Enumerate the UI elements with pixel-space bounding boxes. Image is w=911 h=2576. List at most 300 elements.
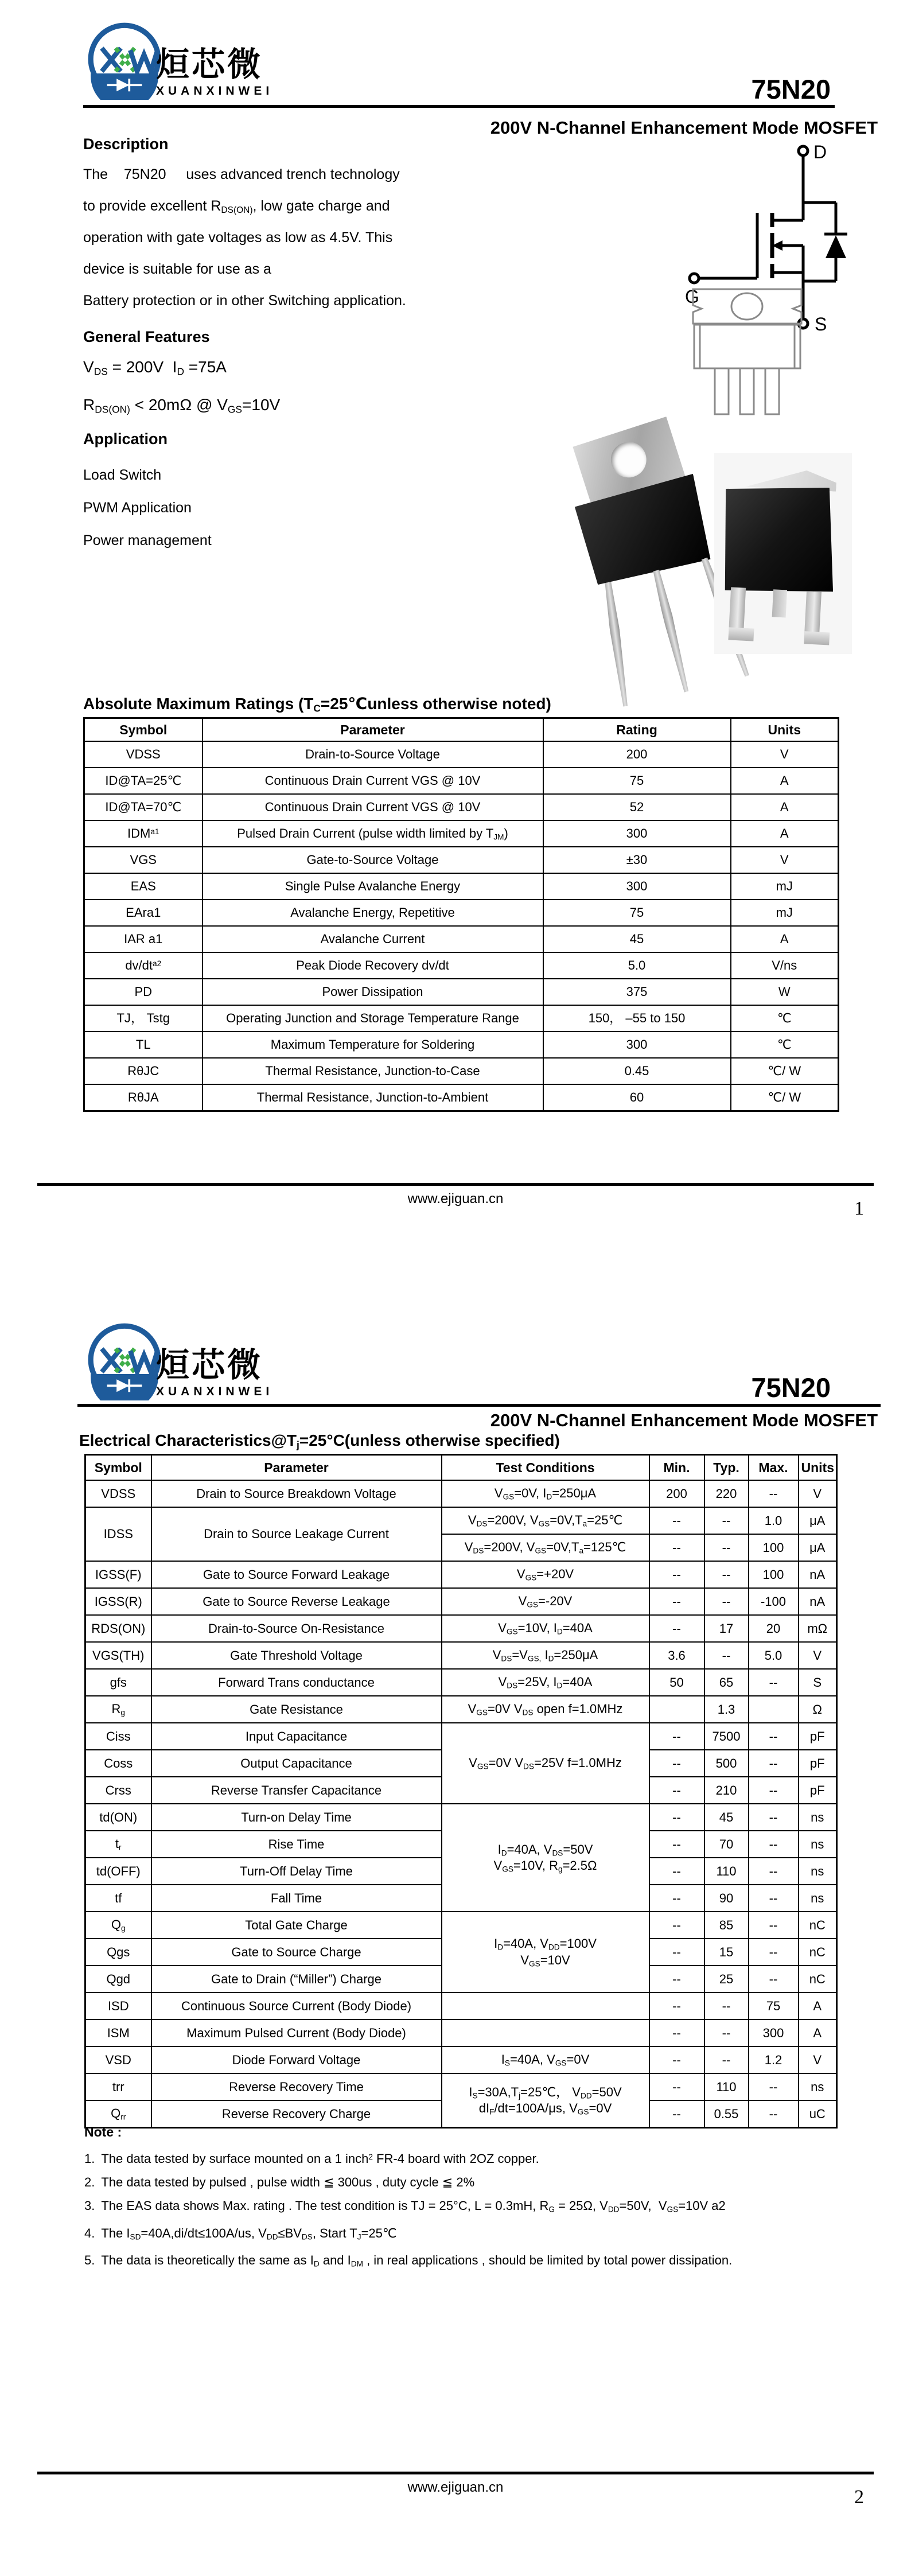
cell-units: uC (799, 2100, 837, 2128)
gate-label: G (685, 286, 699, 307)
cell-rating: 300 (543, 820, 731, 847)
cell-min: -- (649, 1912, 704, 1939)
cell-param: Gate to Drain (“Miller”) Charge (151, 1966, 442, 1993)
logo-mark-icon (85, 1321, 164, 1400)
elec-char-table (84, 1454, 838, 2128)
cell-sym: TJ， Tstg (84, 1005, 203, 1032)
cell-param: Drain to Source Leakage Current (151, 1507, 442, 1561)
cell-min: -- (649, 2100, 704, 2128)
cell-max: 1.0 (749, 1507, 799, 1534)
cell-cond: $V_{GS}=0V$, $I_D=250\mu A$ (442, 1480, 649, 1507)
cell-units: pF (799, 1777, 837, 1804)
application-item: Power management (83, 532, 212, 548)
cell-param: Reverse Recovery Time (151, 2073, 442, 2100)
cell-param: Gate Threshold Voltage (151, 1642, 442, 1669)
table-row (84, 1005, 839, 1032)
column-header: Parameter (203, 718, 543, 742)
part-number: 75N20 (751, 74, 831, 104)
cell-sym: IDSS (85, 1507, 151, 1561)
column-header: Min. (649, 1455, 704, 1481)
description-line: device is suitable for use as a (83, 261, 271, 277)
cell-units: nC (799, 1939, 837, 1966)
cell-max: 100 (749, 1561, 799, 1588)
cell-typ: -- (704, 1507, 749, 1534)
cell-rating: 52 (543, 794, 731, 820)
cell-sym: EAS (84, 873, 203, 900)
cell-param: Maximum Pulsed Current (Body Diode) (151, 2019, 442, 2046)
cell-units: mJ (731, 873, 839, 900)
cell-typ: 45 (704, 1804, 749, 1831)
cell-sym: td(ON) (85, 1804, 151, 1831)
table-row (85, 1804, 837, 1831)
cell-min: -- (649, 1885, 704, 1912)
cell-cond (442, 2019, 649, 2046)
cell-param: Gate to Source Forward Leakage (151, 1561, 442, 1588)
feature-line: $V_{DS} = 200V$ $I_D =75A$ (83, 358, 227, 378)
cell-param: Rise Time (151, 1831, 442, 1858)
cell-units: V (731, 741, 839, 768)
cell-rating: 300 (543, 873, 731, 900)
table-row (84, 847, 839, 873)
cell-min: -- (649, 2046, 704, 2073)
brand-chinese-name: 烜芯微 (156, 46, 263, 83)
description-text (83, 166, 406, 324)
cell-param: Forward Trans conductance (151, 1669, 442, 1696)
cell-param: Continuous Drain Current VGS @ 10V (203, 768, 543, 794)
cell-units: μA (799, 1507, 837, 1534)
cell-typ: 210 (704, 1777, 749, 1804)
general-features-heading: General Features (83, 328, 210, 345)
description-line: operation with gate voltages as low as 4.5V. This (83, 229, 393, 246)
cell-min: 200 (649, 1480, 704, 1507)
cell-typ: -- (704, 2019, 749, 2046)
cell-cond: $I_S=30A,T_j=25℃$， $V_{DD}=50V$ $dI_F/dt=100A/\mu s$, $V_{GS}=0V$ (442, 2073, 649, 2128)
part-number: 75N20 (751, 1372, 831, 1403)
cell-sym: $R_g$ (85, 1696, 151, 1723)
cell-units: A (799, 2019, 837, 2046)
table-row (84, 820, 839, 847)
cell-sym: EAra1 (84, 900, 203, 926)
table-row (84, 873, 839, 900)
cell-cond: $I_D=40A$, $V_{DD}=100V$ $V_{GS}=10V$ (442, 1912, 649, 1993)
cell-cond: $I_S=40A$, $V_{GS}=0V$ (442, 2046, 649, 2073)
cell-sym: ID@TA=25℃ (84, 768, 203, 794)
cell-param: Diode Forward Voltage (151, 2046, 442, 2073)
cell-units: A (799, 1993, 837, 2019)
cell-units: V/ns (731, 952, 839, 979)
cell-param: Peak Diode Recovery dv/dt (203, 952, 543, 979)
cell-sym: PD (84, 979, 203, 1005)
cell-cond: $V_{DS}=25V$, $I_D=40A$ (442, 1669, 649, 1696)
notes-heading: Note : (84, 2124, 122, 2139)
cell-min: -- (649, 1939, 704, 1966)
cell-param: Gate Resistance (151, 1696, 442, 1723)
column-header: Units (731, 718, 839, 742)
description-line: The 75N20 uses advanced trench technology (83, 166, 400, 182)
cell-typ: -- (704, 1534, 749, 1561)
logo-mark-icon (85, 21, 164, 100)
cell-units: ℃/ W (731, 1058, 839, 1084)
application-list (83, 467, 212, 565)
table-row (85, 1993, 837, 2019)
abs-max-table (83, 717, 839, 1112)
cell-units: ns (799, 1831, 837, 1858)
description-line: Battery protection or in other Switching application. (83, 293, 406, 309)
to220-mounting-hole (607, 438, 650, 481)
cell-min: 50 (649, 1669, 704, 1696)
cell-units: ℃/ W (731, 1084, 839, 1111)
cell-sym: IGSS(F) (85, 1561, 151, 1588)
note-item: 5. The data is theoretically the same as $I_D$ and $I_{DM}$ , in real applications , should be limited by total power dissipation. (84, 2252, 733, 2268)
cell-units: nA (799, 1561, 837, 1588)
cell-param: Drain-to-Source Voltage (203, 741, 543, 768)
cell-units: ns (799, 1885, 837, 1912)
cell-param: Gate-to-Source Voltage (203, 847, 543, 873)
cell-sym: gfs (85, 1669, 151, 1696)
company-logo (85, 1321, 164, 1403)
cell-max: -- (749, 1858, 799, 1885)
cell-units: V (799, 1642, 837, 1669)
cell-param: Operating Junction and Storage Temperature Range (203, 1005, 543, 1032)
cell-units: A (731, 926, 839, 952)
cell-typ: 90 (704, 1885, 749, 1912)
cell-units: nC (799, 1966, 837, 1993)
cell-rating: 75 (543, 768, 731, 794)
cell-typ: 220 (704, 1480, 749, 1507)
cell-max: -- (749, 1669, 799, 1696)
cell-min: -- (649, 1750, 704, 1777)
cell-units: ℃ (731, 1032, 839, 1058)
footer-rule (37, 2472, 874, 2474)
table-row (84, 1058, 839, 1084)
cell-max: -- (749, 1966, 799, 1993)
cell-max: 300 (749, 2019, 799, 2046)
cell-sym: VGS(TH) (85, 1642, 151, 1669)
cell-typ: 500 (704, 1750, 749, 1777)
header-row (85, 1455, 837, 1481)
column-header: Symbol (85, 1455, 151, 1481)
cell-sym: RDS(ON) (85, 1615, 151, 1642)
cell-sym: ISM (85, 2019, 151, 2046)
cell-min: -- (649, 1723, 704, 1750)
cell-cond (442, 1993, 649, 2019)
cell-param: Avalanche Current (203, 926, 543, 952)
cell-sym: trr (85, 2073, 151, 2100)
brand-latin-name: XUANXINWEI (156, 1385, 274, 1398)
cell-max: 1.2 (749, 2046, 799, 2073)
cell-typ: 17 (704, 1615, 749, 1642)
cell-param: Turn-Off Delay Time (151, 1858, 442, 1885)
cell-min: -- (649, 1588, 704, 1615)
column-header: Max. (749, 1455, 799, 1481)
cell-units: nA (799, 1588, 837, 1615)
table-row (84, 794, 839, 820)
application-heading: Application (83, 430, 168, 448)
cell-max: -- (749, 1750, 799, 1777)
cell-units: V (731, 847, 839, 873)
cell-typ: 7500 (704, 1723, 749, 1750)
cell-param: Thermal Resistance, Junction-to-Case (203, 1058, 543, 1084)
source-label: S (815, 314, 827, 334)
cell-typ: -- (704, 1588, 749, 1615)
footer-url[interactable]: www.ejiguan.cn (407, 1191, 504, 1207)
cell-units: μA (799, 1534, 837, 1561)
table-row (84, 926, 839, 952)
cell-rating: ±30 (543, 847, 731, 873)
cell-max: 20 (749, 1615, 799, 1642)
column-header: Symbol (84, 718, 203, 742)
elec-char-heading: Electrical $Characteristics@T_j=25^\circ C(unless$ otherwise specified) (79, 1431, 560, 1451)
table-row (84, 1032, 839, 1058)
company-logo (85, 21, 164, 103)
cell-param: Continuous Drain Current VGS @ 10V (203, 794, 543, 820)
cell-units: pF (799, 1723, 837, 1750)
cell-min: -- (649, 1561, 704, 1588)
table-row (85, 2046, 837, 2073)
cell-param: Reverse Recovery Charge (151, 2100, 442, 2128)
cell-rating: 375 (543, 979, 731, 1005)
cell-rating: 200 (543, 741, 731, 768)
cell-typ: 25 (704, 1966, 749, 1993)
table-row (85, 1912, 837, 1939)
cell-rating: 0.45 (543, 1058, 731, 1084)
cell-param: Drain to Source Breakdown Voltage (151, 1480, 442, 1507)
cell-max: 100 (749, 1534, 799, 1561)
cell-sym: ID@TA=70℃ (84, 794, 203, 820)
cell-units: W (731, 979, 839, 1005)
table-row (84, 952, 839, 979)
cell-rating: 75 (543, 900, 731, 926)
cell-min: -- (649, 1777, 704, 1804)
general-features-text (83, 358, 280, 434)
cell-param: Gate to Source Reverse Leakage (151, 1588, 442, 1615)
cell-units: V (799, 1480, 837, 1507)
cell-sym: Qgd (85, 1966, 151, 1993)
cell-cond: $V_{DS}=200V$, $V_{GS}=0V,T_a=25℃$ (442, 1507, 649, 1534)
cell-units: A (731, 820, 839, 847)
page-title: 200V N-Channel Enhancement Mode MOSFET (490, 118, 878, 138)
note-item: 4. The $I_{SD}=40A,di/dt\le 100A/us$, $V_{DD}\le BV_{DS}$, Start $T_J=25℃$ (84, 2225, 397, 2241)
cell-max: -- (749, 1480, 799, 1507)
cell-units: mJ (731, 900, 839, 926)
cell-min: -- (649, 1615, 704, 1642)
cell-cond: $V_{GS}=+20V$ (442, 1561, 649, 1588)
table-row (84, 768, 839, 794)
note-item: 3. The EAS data shows Max. rating . The test condition is TJ = 25°C, L = 0.3mH, $R_G = 25\Omega$, $V_{DD}=50V$, $V_{GS}=10V$ a2 (84, 2198, 726, 2214)
cell-sym: tf (85, 1885, 151, 1912)
cell-typ: 110 (704, 1858, 749, 1885)
cell-units: A (731, 768, 839, 794)
cell-max: -- (749, 1723, 799, 1750)
cell-param: Drain-to-Source On-Resistance (151, 1615, 442, 1642)
cell-param: Single Pulse Avalanche Energy (203, 873, 543, 900)
cell-min: -- (649, 1534, 704, 1561)
table-row (84, 900, 839, 926)
cell-max (749, 1696, 799, 1723)
cell-cond: $V_{GS}=-20V$ (442, 1588, 649, 1615)
note-item: 2. The data tested by pulsed , pulse width ≦ 300us , duty cycle ≦ 2% (84, 2175, 475, 2190)
cell-cond: $V_{GS}=0V$ $V_{DS}=25V$ f=1.0MHz (442, 1723, 649, 1804)
cell-max: -- (749, 1804, 799, 1831)
cell-max: -- (749, 2073, 799, 2100)
cell-max: 75 (749, 1993, 799, 2019)
page-title: 200V N-Channel Enhancement Mode MOSFET (490, 1410, 878, 1430)
cell-sym: $dv/dt^{a2}$ (84, 952, 203, 979)
d2pak-leads (707, 590, 847, 660)
cell-param: Avalanche Energy, Repetitive (203, 900, 543, 926)
cell-max: 5.0 (749, 1642, 799, 1669)
cell-cond: $V_{DS}=200V$, $V_{GS}=0V,T_a=125℃$ (442, 1534, 649, 1561)
notes-list (84, 2145, 732, 2275)
cell-units: Ω (799, 1696, 837, 1723)
table-row (85, 1696, 837, 1723)
cell-units: ns (799, 1804, 837, 1831)
cell-typ: 15 (704, 1939, 749, 1966)
cell-sym: td(OFF) (85, 1858, 151, 1885)
cell-param: Maximum Temperature for Soldering (203, 1032, 543, 1058)
page-number: 1 (854, 1198, 864, 1219)
column-header: Rating (543, 718, 731, 742)
table-row (84, 1084, 839, 1111)
table-row (85, 1615, 837, 1642)
cell-sym: ISD (85, 1993, 151, 2019)
table-row (84, 741, 839, 768)
cell-param: Total Gate Charge (151, 1912, 442, 1939)
cell-sym: $t_r$ (85, 1831, 151, 1858)
cell-typ: 0.55 (704, 2100, 749, 2128)
cell-sym: $Q_g$ (85, 1912, 151, 1939)
cell-min: -- (649, 1966, 704, 1993)
cell-sym: $IDM^{a1}$ (84, 820, 203, 847)
cell-param: Reverse Transfer Capacitance (151, 1777, 442, 1804)
cell-max: -- (749, 2100, 799, 2128)
cell-max: -- (749, 1912, 799, 1939)
cell-typ: 110 (704, 2073, 749, 2100)
cell-rating: 45 (543, 926, 731, 952)
cell-typ: -- (704, 1993, 749, 2019)
cell-cond: $I_D=40A$, $V_{DS}=50V$ $V_{GS}=10V$, $R_g=2.5\Omega$ (442, 1804, 649, 1912)
cell-max: -- (749, 1777, 799, 1804)
description-heading: Description (83, 135, 169, 153)
cell-sym: Qgs (85, 1939, 151, 1966)
abs-max-heading: Absolute Maximum Ratings ($T_C=25℃unless$ otherwise noted) (83, 695, 551, 714)
cell-sym: IGSS(R) (85, 1588, 151, 1615)
cell-rating: 150， –55 to 150 (543, 1005, 731, 1032)
page-number: 2 (854, 2486, 864, 2508)
cell-min: -- (649, 1507, 704, 1534)
cell-cond: $V_{GS}=10V$, $I_D=40A$ (442, 1615, 649, 1642)
cell-param: Gate to Source Charge (151, 1939, 442, 1966)
cell-units: ns (799, 2073, 837, 2100)
cell-max: -- (749, 1885, 799, 1912)
cell-sym: RθJC (84, 1058, 203, 1084)
cell-sym: Ciss (85, 1723, 151, 1750)
cell-typ: 1.3 (704, 1696, 749, 1723)
brand-latin-name: XUANXINWEI (156, 84, 274, 98)
table-row (85, 2073, 837, 2100)
cell-sym: VGS (84, 847, 203, 873)
cell-param: Input Capacitance (151, 1723, 442, 1750)
cell-sym: VDSS (85, 1480, 151, 1507)
cell-max: -100 (749, 1588, 799, 1615)
table-row (85, 1561, 837, 1588)
cell-min: -- (649, 2073, 704, 2100)
table-row (85, 1723, 837, 1750)
table-row (85, 1642, 837, 1669)
cell-param: Power Dissipation (203, 979, 543, 1005)
cell-typ: 85 (704, 1912, 749, 1939)
table-row (84, 979, 839, 1005)
cell-rating: 300 (543, 1032, 731, 1058)
cell-param: Turn-on Delay Time (151, 1804, 442, 1831)
cell-sym: IAR a1 (84, 926, 203, 952)
table-row (85, 2019, 837, 2046)
d2pak-tab-bevel (735, 467, 837, 492)
column-header: Parameter (151, 1455, 442, 1481)
cell-sym: VSD (85, 2046, 151, 2073)
note-item: 1. The data tested by surface mounted on a 1 inch$^2$ FR-4 board with 2OZ copper. (84, 2151, 539, 2166)
feature-line: $R_{DS(ON)} < 20m\Omega$ @ $V_{GS}=10V$ (83, 396, 281, 415)
header-rule (77, 1404, 881, 1407)
cell-units: A (731, 794, 839, 820)
application-item: Load Switch (83, 467, 162, 483)
cell-param: Continuous Source Current (Body Diode) (151, 1993, 442, 2019)
cell-units: V (799, 2046, 837, 2073)
cell-cond: $V_{GS}=0V$ $V_{DS}$ open f=1.0MHz (442, 1696, 649, 1723)
cell-typ: 65 (704, 1669, 749, 1696)
footer-url[interactable]: www.ejiguan.cn (407, 2480, 504, 2495)
cell-param: Output Capacitance (151, 1750, 442, 1777)
d2pak-package-photo (714, 453, 852, 654)
column-header: Units (799, 1455, 837, 1481)
cell-typ: -- (704, 1561, 749, 1588)
cell-min (649, 1696, 704, 1723)
cell-units: nC (799, 1912, 837, 1939)
table-row (85, 1588, 837, 1615)
cell-typ: -- (704, 2046, 749, 2073)
cell-rating: 5.0 (543, 952, 731, 979)
cell-units: mΩ (799, 1615, 837, 1642)
cell-max: -- (749, 1831, 799, 1858)
cell-sym: TL (84, 1032, 203, 1058)
table-row (85, 1480, 837, 1507)
cell-units: S (799, 1669, 837, 1696)
application-item: PWM Application (83, 500, 192, 516)
table-row (85, 1507, 837, 1534)
cell-sym: $Q_{rr}$ (85, 2100, 151, 2128)
description-line: to provide excellent $R_{DS(ON)}$, low gate charge and (83, 198, 390, 215)
cell-min: -- (649, 1993, 704, 2019)
drain-label: D (813, 142, 827, 162)
cell-param: Fall Time (151, 1885, 442, 1912)
cell-min: -- (649, 1804, 704, 1831)
cell-min: -- (649, 1831, 704, 1858)
cell-units: ℃ (731, 1005, 839, 1032)
brand-chinese-name: 烜芯微 (156, 1347, 263, 1384)
page-2 (0, 1288, 911, 2576)
d2pak-body (721, 482, 839, 596)
header-row (84, 718, 839, 742)
cell-sym: Crss (85, 1777, 151, 1804)
table-row (85, 1669, 837, 1696)
cell-min: -- (649, 1858, 704, 1885)
cell-units: pF (799, 1750, 837, 1777)
cell-cond: $V_{DS}=V_{GS,}$ $I_D=250\mu A$ (442, 1642, 649, 1669)
column-header: Test Conditions (442, 1455, 649, 1481)
cell-param: Thermal Resistance, Junction-to-Ambient (203, 1084, 543, 1111)
cell-min: -- (649, 2019, 704, 2046)
cell-typ: -- (704, 1642, 749, 1669)
